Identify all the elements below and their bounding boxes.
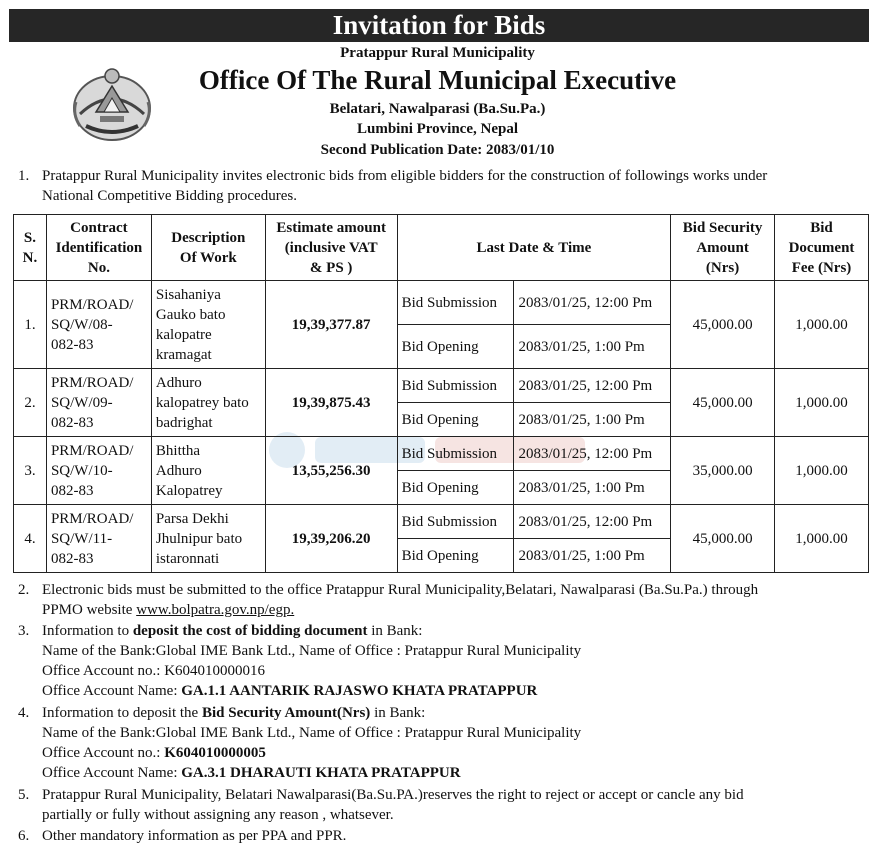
row-sn: 1. <box>14 281 47 369</box>
item-1-line: National Competitive Bidding procedures. <box>42 188 297 204</box>
row-description: Parsa Dekhi Jhulnipur bato istaronnati <box>151 505 265 573</box>
row-doc-fee: 1,000.00 <box>775 505 869 573</box>
row-bid-security: 35,000.00 <box>671 437 775 505</box>
item-number: 4. <box>18 705 30 721</box>
row-estimate: 19,39,875.43 <box>265 369 397 437</box>
item-4-line: Office Account Name: GA.3.1 DHARAUTI KHATA PRATAPPUR <box>42 765 461 781</box>
office-address: Belatari, Nawalparasi (Ba.Su.Pa.) <box>329 101 546 117</box>
item-number: 1. <box>18 168 30 184</box>
row-opening-label: Bid Opening <box>397 325 514 369</box>
row-contract-id: PRM/ROAD/ SQ/W/09- 082-83 <box>46 369 151 437</box>
item-5-line: Pratappur Rural Municipality, Belatari Nawalparasi(Ba.Su.PA.)reserves the right to reject or accept or cancle any bid <box>42 787 744 803</box>
item-number: 3. <box>18 623 30 639</box>
row-opening-date: 2083/01/25, 1:00 Pm <box>514 403 671 437</box>
row-description: Sisahaniya Gauko bato kalopatre kramagat <box>151 281 265 369</box>
row-estimate: 13,55,256.30 <box>265 437 397 505</box>
row-doc-fee: 1,000.00 <box>775 369 869 437</box>
row-bid-security: 45,000.00 <box>671 505 775 573</box>
row-opening-date: 2083/01/25, 1:00 Pm <box>514 539 671 573</box>
item-2-line: PPMO website www.bolpatra.gov.np/egp. <box>42 602 295 618</box>
item-3-line: Office Account Name: GA.1.1 AANTARIK RAJASWO KHATA PRATAPPUR <box>42 683 538 699</box>
municipality-name: Pratappur Rural Municipality <box>340 45 535 61</box>
row-estimate: 19,39,206.20 <box>265 505 397 573</box>
row-opening-date: 2083/01/25, 1:00 Pm <box>514 471 671 505</box>
header-bid-security: Bid Security Amount (Nrs) <box>671 215 775 281</box>
header-doc-fee: Bid Document Fee (Nrs) <box>775 215 869 281</box>
item-3-line: Information to deposit the cost of bidding document in Bank: <box>42 623 423 639</box>
row-sn: 2. <box>14 369 47 437</box>
row-submission-date: 2083/01/25, 12:00 Pm <box>514 437 671 471</box>
row-estimate: 19,39,377.87 <box>265 281 397 369</box>
item-1-text <box>42 166 868 206</box>
row-bid-security: 45,000.00 <box>671 369 775 437</box>
row-opening-label: Bid Opening <box>397 403 514 437</box>
item-number: 2. <box>18 582 30 598</box>
item-2-line: Electronic bids must be submitted to the office Pratappur Rural Municipality,Belatari, Nawalparasi (Ba.Su.Pa.) through <box>42 582 759 598</box>
row-submission-date: 2083/01/25, 12:00 Pm <box>514 281 671 325</box>
row-contract-id: PRM/ROAD/ SQ/W/08- 082-83 <box>46 281 151 369</box>
item-3-line: Name of the Bank:Global IME Bank Ltd., Name of Office : Pratappur Rural Municipality <box>42 643 582 659</box>
publication-date: Second Publication Date: 2083/01/10 <box>320 142 555 158</box>
office-name: Office Of The Rural Municipal Executive <box>198 65 677 95</box>
item-4-text <box>42 703 868 783</box>
row-submission-label: Bid Submission <box>397 505 514 539</box>
item-2-text <box>42 580 868 620</box>
row-contract-id: PRM/ROAD/ SQ/W/11- 082-83 <box>46 505 151 573</box>
bolpatra-link[interactable]: www.bolpatra.gov.np/egp. <box>136 602 295 618</box>
bids-table <box>13 214 869 573</box>
item-number: 5. <box>18 787 30 803</box>
header-sn: S. N. <box>14 215 47 281</box>
row-sn: 3. <box>14 437 47 505</box>
row-opening-date: 2083/01/25, 1:00 Pm <box>514 325 671 369</box>
row-bid-security: 45,000.00 <box>671 281 775 369</box>
row-submission-date: 2083/01/25, 12:00 Pm <box>514 369 671 403</box>
row-doc-fee: 1,000.00 <box>775 281 869 369</box>
header-description: Description Of Work <box>151 215 265 281</box>
row-submission-label: Bid Submission <box>397 369 514 403</box>
item-3-line: Office Account no.: K604010000016 <box>42 663 266 679</box>
table-row <box>14 281 869 325</box>
row-sn: 4. <box>14 505 47 573</box>
item-4-line: Office Account no.: K604010000005 <box>42 745 266 761</box>
table-header-row <box>14 215 869 281</box>
row-description: Adhuro kalopatrey bato badrighat <box>151 369 265 437</box>
item-4-line: Name of the Bank:Global IME Bank Ltd., Name of Office : Pratappur Rural Municipality <box>42 725 582 741</box>
header-contract-id: Contract Identification No. <box>46 215 151 281</box>
row-submission-label: Bid Submission <box>397 281 514 325</box>
header-estimate: Estimate amount (inclusive VAT & PS ) <box>265 215 397 281</box>
item-5-text <box>42 785 868 825</box>
table-row <box>14 505 869 539</box>
notice-title: Invitation for Bids <box>9 9 869 42</box>
item-3-text <box>42 621 868 701</box>
row-submission-date: 2083/01/25, 12:00 Pm <box>514 505 671 539</box>
table-row <box>14 437 869 471</box>
item-4-line: Information to deposit the Bid Security Amount(Nrs) in Bank: <box>42 705 426 721</box>
item-5-line: partially or fully without assigning any reason , whatsever. <box>42 807 394 823</box>
item-6-text: Other mandatory information as per PPA and PPR. <box>42 828 347 844</box>
row-submission-label: Bid Submission <box>397 437 514 471</box>
office-province: Lumbini Province, Nepal <box>357 121 518 137</box>
table-row <box>14 369 869 403</box>
row-opening-label: Bid Opening <box>397 471 514 505</box>
header-last-date: Last Date & Time <box>397 215 671 281</box>
row-doc-fee: 1,000.00 <box>775 437 869 505</box>
item-number: 6. <box>18 828 30 844</box>
row-opening-label: Bid Opening <box>397 539 514 573</box>
row-contract-id: PRM/ROAD/ SQ/W/10- 082-83 <box>46 437 151 505</box>
item-1-line: Pratappur Rural Municipality invites electronic bids from eligible bidders for the construction of followings works under <box>42 168 768 184</box>
row-description: Bhittha Adhuro Kalopatrey <box>151 437 265 505</box>
